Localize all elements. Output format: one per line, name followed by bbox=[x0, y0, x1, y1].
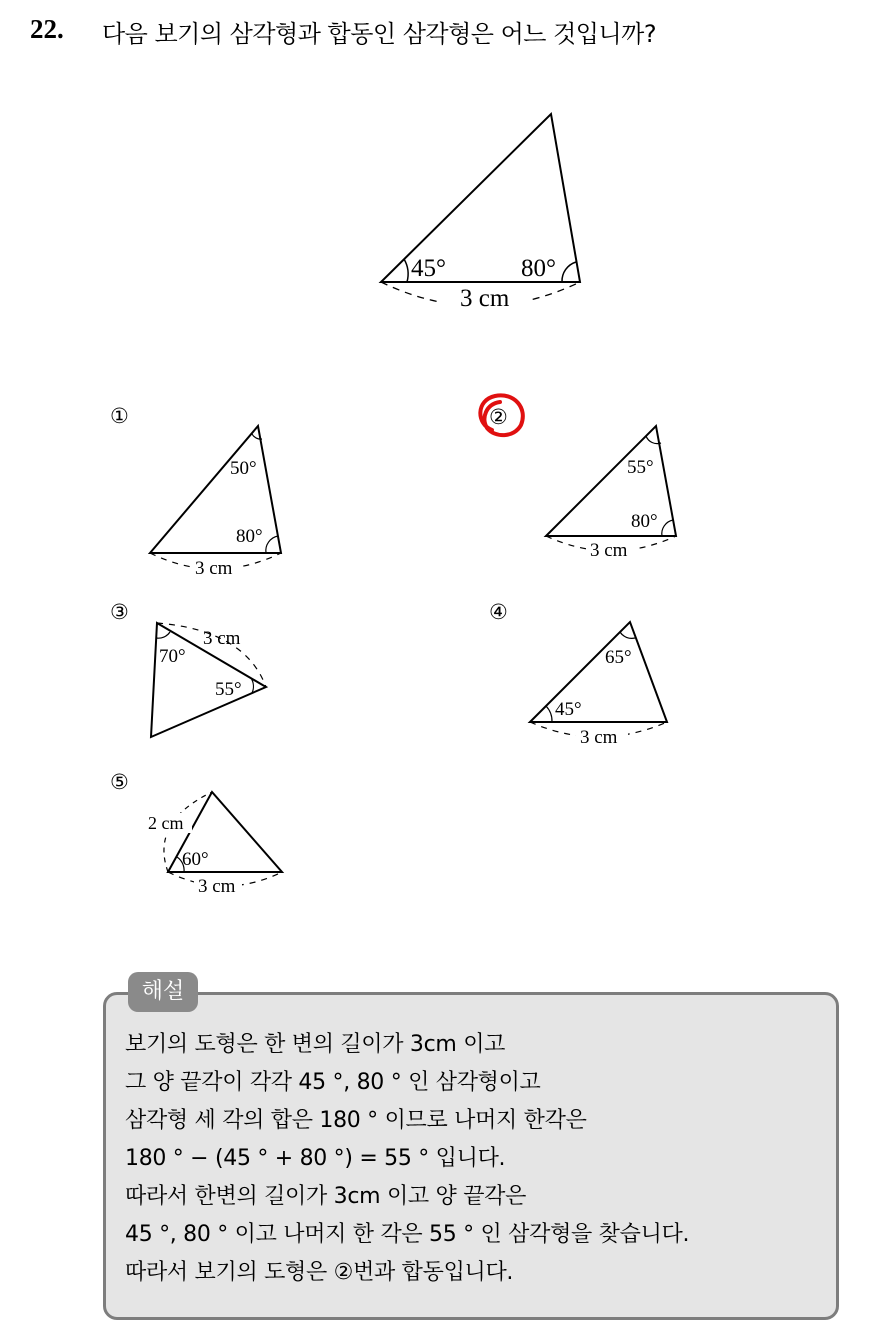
choice-5-side-bottom: 3 cm bbox=[198, 876, 236, 897]
choice-1-marker: ① bbox=[110, 404, 129, 428]
choice-5[interactable] bbox=[110, 770, 282, 897]
choice-4-angle-left: 45° bbox=[555, 699, 582, 720]
choice-4[interactable] bbox=[489, 600, 667, 748]
choice-5-side-left: 2 cm bbox=[148, 813, 184, 833]
choice-5-angle: 60° bbox=[182, 849, 209, 870]
choice-2-angle-right: 80° bbox=[631, 511, 658, 532]
choice-2-side: 3 cm bbox=[590, 540, 628, 561]
choice-2-angle-top: 55° bbox=[627, 457, 654, 478]
choice-1-angle-top: 50° bbox=[230, 458, 257, 479]
solution-line: 45 °, 80 ° 이고 나머지 한 각은 55 ° 인 삼각형을 찾습니다. bbox=[125, 1222, 690, 1247]
solution-line: 따라서 보기의 도형은 ②번과 합동입니다. bbox=[125, 1260, 514, 1285]
choice-1-angle-right: 80° bbox=[236, 526, 263, 547]
choice-2[interactable] bbox=[480, 395, 676, 561]
choice-2-marker: ② bbox=[489, 405, 508, 429]
choice-3-angle-right: 55° bbox=[215, 679, 242, 700]
solution-line: 따라서 한변의 길이가 3cm 이고 양 끝각은 bbox=[125, 1184, 527, 1209]
choice-3-angle-top: 70° bbox=[159, 646, 186, 667]
choice-1-side: 3 cm bbox=[195, 558, 233, 579]
solution-text bbox=[125, 1026, 689, 1292]
ref-angle-left: 45° bbox=[411, 255, 446, 282]
solution-line: 삼각형 세 각의 합은 180 ° 이므로 나머지 한각은 bbox=[125, 1108, 587, 1133]
solution-line: 그 양 끝각이 각각 45 °, 80 ° 인 삼각형이고 bbox=[125, 1070, 541, 1095]
choice-4-angle-top: 65° bbox=[605, 647, 632, 668]
choice-4-side: 3 cm bbox=[580, 727, 618, 748]
question-text: 다음 보기의 삼각형과 합동인 삼각형은 어느 것입니까? bbox=[102, 20, 657, 48]
solution-tag: 해설 bbox=[128, 972, 198, 1012]
question-number: 22. bbox=[30, 14, 64, 44]
solution-line: 보기의 도형은 한 변의 길이가 3cm 이고 bbox=[125, 1032, 506, 1057]
choice-3-marker: ③ bbox=[110, 600, 129, 624]
ref-angle-right: 80° bbox=[521, 255, 556, 282]
reference-triangle bbox=[381, 114, 580, 312]
choice-3-side: 3 cm bbox=[203, 628, 241, 649]
choice-4-marker: ④ bbox=[489, 600, 508, 624]
solution-line: 180 ° − (45 ° + 80 °) = 55 ° 입니다. bbox=[125, 1146, 506, 1171]
choice-3[interactable] bbox=[110, 600, 266, 737]
choice-5-marker: ⑤ bbox=[110, 770, 129, 794]
choice-1[interactable] bbox=[110, 404, 281, 579]
ref-side: 3 cm bbox=[460, 285, 510, 312]
